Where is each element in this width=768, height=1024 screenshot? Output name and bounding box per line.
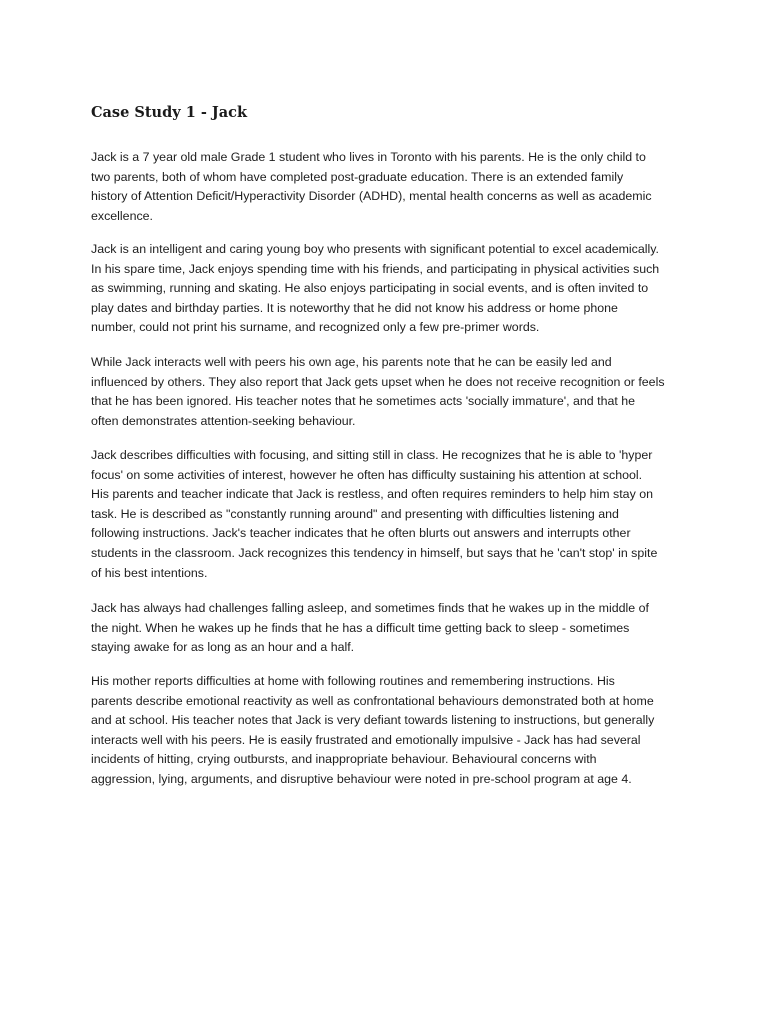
text-line: Jack has always had challenges falling asleep, and sometimes finds that he wakes up in the middle of [91, 601, 649, 615]
paragraph-family-background [91, 148, 652, 226]
text-line: Jack is a 7 year old male Grade 1 student who lives in Toronto with his parents. He is the only child to [91, 150, 646, 164]
text-line: His mother reports difficulties at home with following routines and remembering instructions. His [91, 674, 615, 688]
text-line: students in the classroom. Jack recognizes this tendency in himself, but says that he 'can't stop' in spite [91, 545, 658, 560]
text-line: staying awake for as long as an hour and a half. [91, 640, 355, 655]
paragraph-strengths [91, 240, 659, 338]
text-line: often demonstrates attention-seeking behaviour. [91, 413, 356, 428]
text-line: While Jack interacts well with peers his own age, his parents note that he can be easily led and [91, 355, 612, 369]
text-line: incidents of hitting, crying outbursts, and inappropriate behaviour. Behavioural concerns with [91, 752, 597, 767]
text-line: Jack is an intelligent and caring young boy who presents with significant potential to excel academically. [91, 242, 659, 256]
text-line: Jack describes difficulties with focusing, and sitting still in class. He recognizes that he is able to 'hyper [91, 448, 653, 462]
text-line: the night. When he wakes up he finds that he has a difficult time getting back to sleep - sometimes [91, 620, 630, 635]
paragraph-social [91, 353, 665, 431]
text-line: that he has been ignored. His teacher notes that he sometimes acts 'socially immature', and that he [91, 394, 636, 409]
text-line: aggression, lying, arguments, and disruptive behaviour were noted in pre-school program at age 4. [91, 771, 632, 786]
text-line: parents describe emotional reactivity as well as confrontational behaviours demonstrated both at home [91, 693, 654, 708]
text-line: number, could not print his surname, and recognized only a few pre-primer words. [91, 320, 540, 335]
paragraph-behaviour [91, 672, 654, 790]
text-line: His parents and teacher indicate that Jack is restless, and often requires reminders to help him stay on [91, 487, 653, 502]
text-line: focus' on some activities of interest, however he often has difficulty sustaining his attention at school. [91, 467, 643, 482]
text-line: In his spare time, Jack enjoys spending time with his friends, and participating in physical activities such [91, 261, 660, 276]
text-line: of his best intentions. [91, 565, 208, 580]
text-line: history of Attention Deficit/Hyperactivity Disorder (ADHD), mental health concerns as well as academic [91, 189, 652, 204]
paragraph-sleep [91, 599, 649, 658]
text-line: following instructions. Jack's teacher indicates that he often blurts out answers and interrupts other [91, 526, 631, 541]
text-line: interacts well with his peers. He is easily frustrated and emotionally impulsive - Jack has had several [91, 732, 641, 747]
paragraph-attention [91, 446, 657, 583]
text-line: two parents, both of whom have completed post-graduate education. There is an extended family [91, 169, 624, 184]
text-line: task. He is described as "constantly running around" and presenting with difficulties listening and [91, 506, 619, 521]
text-line: excellence. [91, 208, 153, 223]
document-title: Case Study 1 - Jack [91, 104, 248, 121]
text-line: as swimming, running and skating. He also enjoys participating in social events, and is often invited to [91, 281, 649, 296]
text-line: influenced by others. They also report that Jack gets upset when he does not receive recognition or feels [91, 374, 665, 389]
text-line: play dates and birthday parties. It is noteworthy that he did not know his address or home phone [91, 300, 618, 315]
text-line: and at school. His teacher notes that Jack is very defiant towards listening to instructions, but generally [91, 713, 655, 728]
